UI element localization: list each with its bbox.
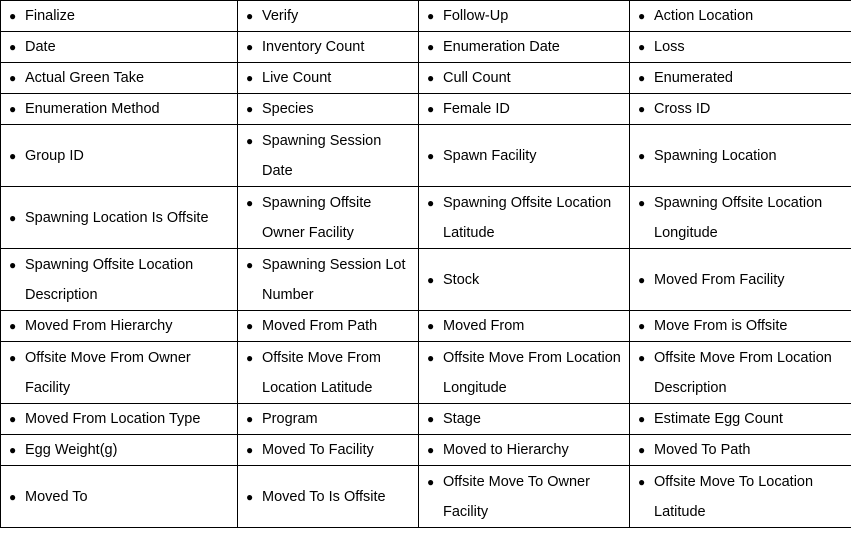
bullet-icon: ● — [246, 71, 254, 85]
table-cell — [630, 187, 851, 249]
list-item — [9, 343, 233, 403]
field-name: Moved From — [443, 318, 525, 334]
bullet-icon: ● — [638, 71, 646, 85]
table-cell — [630, 404, 851, 435]
field-name: Offsite Move To Location Latitude — [654, 473, 814, 520]
field-name: Action Location — [654, 8, 754, 24]
field-name: Spawning Session Date — [262, 132, 382, 179]
table-cell — [238, 32, 419, 63]
field-name: Cross ID — [654, 101, 711, 117]
list-item — [246, 94, 414, 124]
list-item — [246, 32, 414, 62]
table-cell — [419, 125, 630, 187]
field-name: Offsite Move From Location Description — [654, 349, 832, 396]
list-item — [638, 467, 847, 527]
bullet-icon: ● — [9, 9, 17, 23]
list-item — [427, 188, 625, 248]
bullet-icon: ● — [427, 71, 435, 85]
table-cell — [419, 249, 630, 311]
bullet-icon: ● — [427, 102, 435, 116]
table-row — [1, 311, 851, 342]
table-cell — [419, 311, 630, 342]
list-item — [9, 94, 233, 124]
list-item — [638, 32, 847, 62]
field-name: Cull Count — [443, 70, 511, 86]
field-name: Date — [25, 39, 56, 55]
field-name: Moved From Hierarchy — [25, 318, 173, 334]
list-item — [638, 265, 847, 295]
field-name: Spawning Session Lot Number — [262, 256, 406, 303]
field-name: Enumerated — [654, 70, 733, 86]
field-name: Verify — [262, 8, 299, 24]
table-cell — [238, 1, 419, 32]
table-cell — [238, 311, 419, 342]
bullet-icon: ● — [9, 489, 17, 504]
list-item — [246, 311, 414, 341]
bullet-icon: ● — [427, 443, 435, 457]
bullet-icon: ● — [427, 474, 435, 489]
list-item — [427, 1, 625, 31]
table-cell — [1, 187, 238, 249]
table-cell — [238, 435, 419, 466]
table-cell — [630, 466, 851, 528]
table-cell — [630, 125, 851, 187]
list-item — [246, 435, 414, 465]
bullet-icon: ● — [9, 71, 17, 85]
bullet-icon: ● — [638, 102, 646, 116]
table-cell — [238, 187, 419, 249]
table-cell — [419, 404, 630, 435]
field-name: Spawning Offsite Owner Facility — [262, 194, 372, 241]
table-cell — [1, 249, 238, 311]
bullet-icon: ● — [246, 195, 254, 210]
field-name: Follow-Up — [443, 8, 509, 24]
list-item — [638, 404, 847, 434]
list-item — [9, 404, 233, 434]
list-item — [9, 63, 233, 93]
bullet-icon: ● — [638, 474, 646, 489]
table-row — [1, 404, 851, 435]
list-item — [427, 63, 625, 93]
field-name: Enumeration Date — [443, 39, 560, 55]
bullet-icon: ● — [427, 350, 435, 365]
bullet-icon: ● — [246, 319, 254, 333]
field-name: Move From is Offsite — [654, 318, 788, 334]
table-cell — [419, 63, 630, 94]
bullet-icon: ● — [9, 412, 17, 426]
table-cell — [1, 63, 238, 94]
bullet-icon: ● — [246, 443, 254, 457]
field-name: Spawning Offsite Location Longitude — [654, 194, 823, 241]
bullet-icon: ● — [427, 412, 435, 426]
bullet-icon: ● — [246, 133, 254, 148]
bullet-icon: ● — [638, 148, 646, 163]
field-list-body — [1, 1, 851, 528]
table-cell — [1, 125, 238, 187]
table-cell — [1, 404, 238, 435]
field-name: Estimate Egg Count — [654, 411, 783, 427]
table-row — [1, 435, 851, 466]
table-cell — [238, 94, 419, 125]
table-cell — [238, 125, 419, 187]
bullet-icon: ● — [9, 148, 17, 163]
table-cell — [630, 32, 851, 63]
list-item — [427, 94, 625, 124]
field-name: Offsite Move From Location Latitude — [262, 349, 381, 396]
field-name: Moved To Path — [654, 442, 751, 458]
bullet-icon: ● — [246, 350, 254, 365]
field-name: Offsite Move From Location Longitude — [443, 349, 621, 396]
field-name: Group ID — [25, 147, 84, 164]
field-name: Moved To Is Offsite — [262, 488, 386, 505]
table-cell — [1, 435, 238, 466]
field-name: Moved From Path — [262, 318, 378, 334]
bullet-icon: ● — [427, 195, 435, 210]
table-cell — [1, 94, 238, 125]
bullet-icon: ● — [9, 257, 17, 272]
field-name: Egg Weight(g) — [25, 442, 118, 458]
field-name: Moved to Hierarchy — [443, 442, 569, 458]
table-row — [1, 342, 851, 404]
bullet-icon: ● — [9, 40, 17, 54]
field-name: Stage — [443, 411, 481, 427]
table-row — [1, 249, 851, 311]
field-name: Spawning Location Is Offsite — [25, 209, 209, 226]
table-cell — [419, 1, 630, 32]
table-row — [1, 187, 851, 249]
table-cell — [419, 342, 630, 404]
list-item — [638, 1, 847, 31]
table-cell — [630, 311, 851, 342]
list-item — [246, 343, 414, 403]
table-row — [1, 63, 851, 94]
bullet-icon: ● — [638, 443, 646, 457]
list-item — [9, 435, 233, 465]
field-name: Program — [262, 411, 318, 427]
table-cell — [1, 466, 238, 528]
field-name: Female ID — [443, 101, 510, 117]
list-item — [427, 311, 625, 341]
table-cell — [419, 94, 630, 125]
field-name: Actual Green Take — [25, 70, 145, 86]
list-item — [246, 482, 414, 512]
field-name: Spawning Offsite Location Description — [25, 256, 194, 303]
bullet-icon: ● — [638, 40, 646, 54]
field-name: Loss — [654, 39, 685, 55]
bullet-icon: ● — [246, 489, 254, 504]
bullet-icon: ● — [246, 9, 254, 23]
bullet-icon: ● — [427, 272, 435, 287]
bullet-icon: ● — [9, 319, 17, 333]
field-name: Moved From Facility — [654, 271, 785, 288]
list-item — [246, 250, 414, 310]
field-name: Moved From Location Type — [25, 411, 201, 427]
field-name: Moved To — [25, 488, 88, 505]
list-item — [427, 141, 625, 171]
list-item — [9, 141, 233, 171]
table-cell — [238, 404, 419, 435]
list-item — [427, 404, 625, 434]
bullet-icon: ● — [638, 350, 646, 365]
table-row — [1, 125, 851, 187]
field-name: Spawning Location — [654, 147, 777, 164]
field-name: Spawn Facility — [443, 147, 537, 164]
table-cell — [630, 94, 851, 125]
field-name: Live Count — [262, 70, 332, 86]
bullet-icon: ● — [427, 148, 435, 163]
table-cell — [630, 249, 851, 311]
table-row — [1, 1, 851, 32]
field-name: Offsite Move To Owner Facility — [443, 473, 590, 520]
bullet-icon: ● — [9, 210, 17, 225]
field-name: Moved To Facility — [262, 442, 374, 458]
table-cell — [238, 249, 419, 311]
list-item — [427, 343, 625, 403]
bullet-icon: ● — [246, 412, 254, 426]
bullet-icon: ● — [246, 102, 254, 116]
bullet-icon: ● — [638, 412, 646, 426]
table-cell — [419, 435, 630, 466]
table-cell — [238, 342, 419, 404]
list-item — [427, 32, 625, 62]
bullet-icon: ● — [427, 9, 435, 23]
list-item — [9, 250, 233, 310]
bullet-icon: ● — [638, 319, 646, 333]
list-item — [246, 1, 414, 31]
bullet-icon: ● — [427, 40, 435, 54]
table-cell — [1, 311, 238, 342]
table-cell — [630, 63, 851, 94]
table-cell — [630, 342, 851, 404]
bullet-icon: ● — [9, 350, 17, 365]
list-item — [9, 482, 233, 512]
bullet-icon: ● — [427, 319, 435, 333]
table-cell — [1, 32, 238, 63]
field-name: Offsite Move From Owner Facility — [25, 349, 191, 396]
table-cell — [238, 466, 419, 528]
table-cell — [238, 63, 419, 94]
table-cell — [1, 1, 238, 32]
list-item — [427, 467, 625, 527]
bullet-icon: ● — [638, 272, 646, 287]
bullet-icon: ● — [246, 40, 254, 54]
list-item — [246, 404, 414, 434]
list-item — [638, 343, 847, 403]
field-name: Finalize — [25, 8, 75, 24]
field-name: Enumeration Method — [25, 101, 160, 117]
list-item — [9, 32, 233, 62]
table-cell — [630, 1, 851, 32]
table-cell — [419, 32, 630, 63]
table-cell — [630, 435, 851, 466]
list-item — [427, 435, 625, 465]
field-name: Stock — [443, 271, 480, 288]
table-cell — [1, 342, 238, 404]
list-item — [638, 63, 847, 93]
list-item — [638, 141, 847, 171]
list-item — [638, 311, 847, 341]
table-row — [1, 94, 851, 125]
list-item — [638, 188, 847, 248]
list-item — [638, 94, 847, 124]
list-item — [246, 126, 414, 186]
bullet-icon: ● — [246, 257, 254, 272]
table-cell — [419, 187, 630, 249]
bullet-icon: ● — [638, 9, 646, 23]
field-name: Species — [262, 101, 314, 117]
list-item — [246, 63, 414, 93]
list-item — [427, 265, 625, 295]
bullet-icon: ● — [9, 443, 17, 457]
bullet-icon: ● — [9, 102, 17, 116]
list-item — [9, 311, 233, 341]
field-name: Inventory Count — [262, 39, 365, 55]
list-item — [246, 188, 414, 248]
list-item — [638, 435, 847, 465]
field-name: Spawning Offsite Location Latitude — [443, 194, 612, 241]
bullet-icon: ● — [638, 195, 646, 210]
table-row — [1, 466, 851, 528]
table-row — [1, 32, 851, 63]
table-cell — [419, 466, 630, 528]
list-item — [9, 1, 233, 31]
list-item — [9, 203, 233, 233]
